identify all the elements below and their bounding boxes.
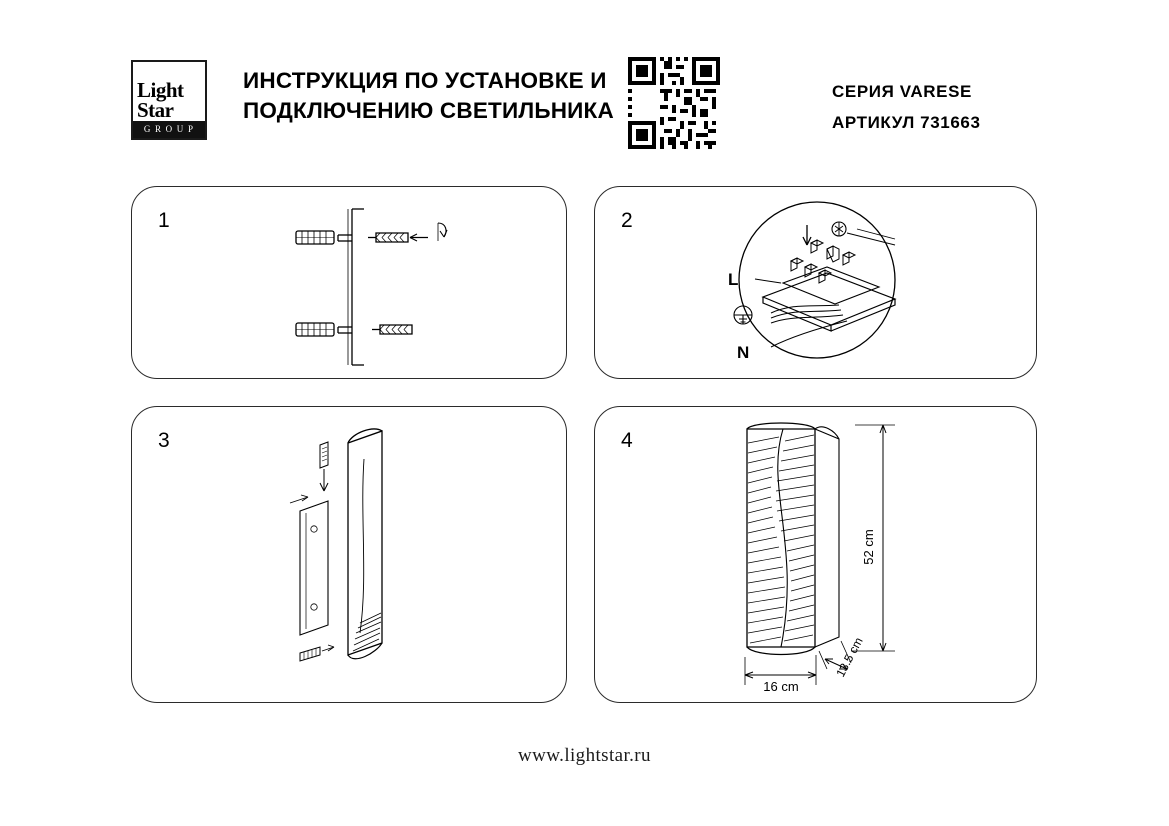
page-title-line-2: ПОДКЛЮЧЕНИЮ СВЕТИЛЬНИКА <box>243 98 614 123</box>
step-number-3: 3 <box>158 429 170 452</box>
dimension-width-label: 16 cm <box>763 679 799 694</box>
dimension-depth-label: 13.5 cm <box>833 634 866 680</box>
terminal-label-neutral: N <box>737 343 750 362</box>
step-number-1: 1 <box>158 209 170 232</box>
step-panel-4 <box>594 406 1037 703</box>
header <box>0 0 1169 170</box>
article-label: АРТИКУЛ 731663 <box>832 113 981 132</box>
step-number-4: 4 <box>621 429 633 452</box>
dimension-height-label: 52 cm <box>861 529 876 565</box>
logo-word-star: Star <box>137 97 174 122</box>
page-title-line-1: ИНСТРУКЦИЯ ПО УСТАНОВКЕ И <box>243 68 607 93</box>
website-url[interactable]: www.lightstar.ru <box>518 745 651 766</box>
logo-word-light: Light <box>137 77 184 102</box>
step-1-illustration <box>132 187 566 378</box>
page-title <box>243 66 623 126</box>
step-4-illustration <box>595 407 1036 702</box>
footer <box>0 745 1169 767</box>
step-3-illustration <box>132 407 566 702</box>
step-panel-1 <box>131 186 567 379</box>
terminal-label-live: L <box>728 270 739 289</box>
qr-code-icon <box>628 57 720 149</box>
series-label: СЕРИЯ VARESE <box>832 82 972 101</box>
step-2-illustration <box>595 187 1036 378</box>
product-meta <box>832 76 1132 138</box>
step-panel-2 <box>594 186 1037 379</box>
logo-group-bar: G R O U P <box>133 121 205 138</box>
step-number-2: 2 <box>621 209 633 232</box>
step-panel-3 <box>131 406 567 703</box>
lightstar-logo <box>131 60 207 140</box>
